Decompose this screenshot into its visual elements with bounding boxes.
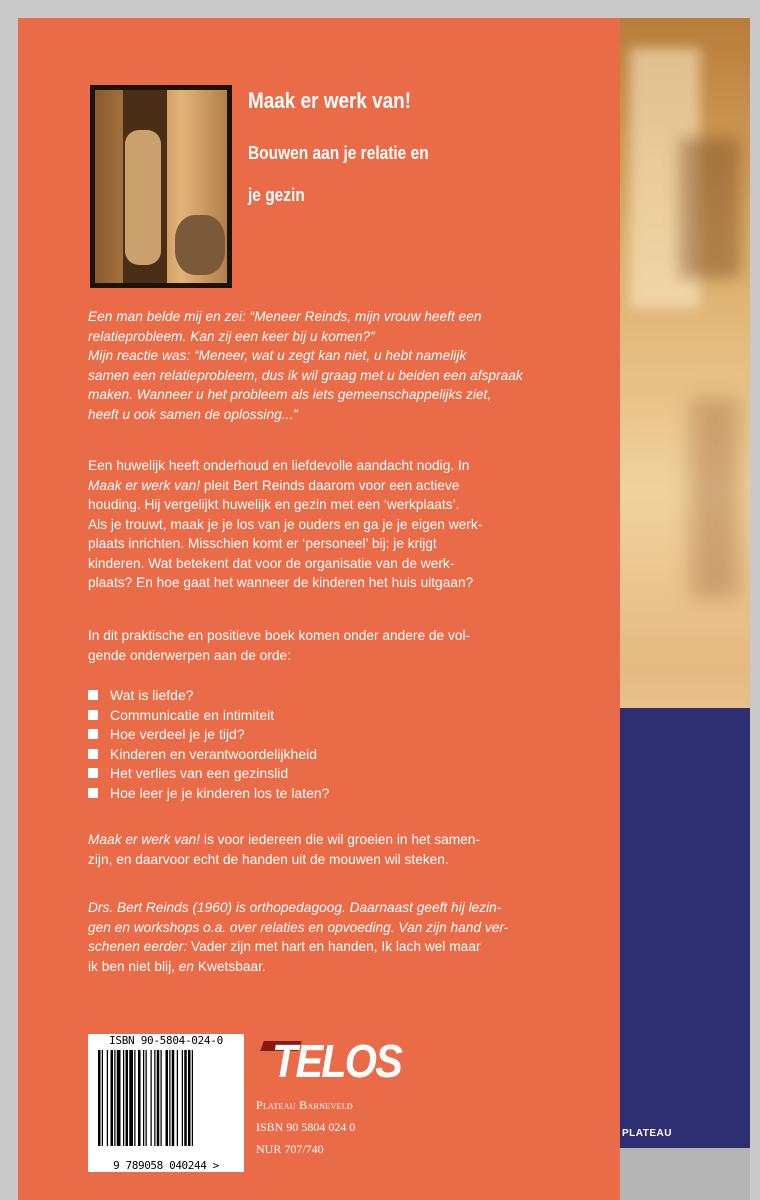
spine-blue-band (620, 708, 750, 1148)
list-item: Communicatie en intimiteit (88, 706, 329, 726)
barcode-bars (98, 1050, 240, 1156)
spine-bottom (620, 1148, 750, 1200)
publisher-logo (262, 1035, 437, 1087)
topics-intro: In dit praktische en positieve boek komen onder andere de vol- gende onderwerpen aan de orde: (88, 627, 471, 663)
barcode-number: 9 789058 040244 > (88, 1159, 244, 1172)
bullet-icon (88, 768, 98, 778)
book-title: Maak er werk van! (248, 88, 412, 113)
cover-photo (90, 85, 232, 288)
publisher-isbn: ISBN 90 5804 024 0 (256, 1120, 356, 1134)
spine-publisher-label: PLATEAU (622, 1128, 672, 1139)
logo-text: TELOS (272, 1035, 402, 1087)
topics-list (88, 686, 329, 803)
list-item: Het verlies van een gezinslid (88, 764, 329, 784)
publisher-name: Plateau Barneveld (256, 1098, 353, 1112)
list-item: Kinderen en verantwoordelijkheid (88, 745, 329, 765)
barcode-isbn: ISBN 90-5804-024-0 (109, 1034, 223, 1047)
bullet-icon (88, 710, 98, 720)
book-subtitle: Bouwen aan je relatie en je gezin (248, 143, 429, 205)
bullet-icon (88, 729, 98, 739)
bullet-icon (88, 788, 98, 798)
list-item: Wat is liefde? (88, 686, 329, 706)
barcode (88, 1034, 244, 1170)
author-bio: Drs. Bert Reinds (1960) is orthopedagoog. Daarnaast geeft hij lezin- gen en workshops o.a. over relaties en opvoeding. Van zijn hand ver- schenen eerder: Vader zijn met hart en handen, Ik lach wel maar ik ben niet blij, en Kwetsbaar. (88, 899, 509, 974)
list-item: Hoe leer je je kinderen los te laten? (88, 784, 329, 804)
bullet-icon (88, 690, 98, 700)
publisher-nur: NUR 707/740 (256, 1142, 324, 1156)
bullet-icon (88, 749, 98, 759)
publisher-info (256, 1094, 355, 1160)
opening-quote: Een man belde mij en zei: “Meneer Reinds, mijn vrouw heeft een relatieprobleem. Kan zij een keer bij u komen?” Mijn reactie was: “Meneer, wat u zegt kan niet, u hebt namelijk samen een relatieprobleem, dus ik wil graag met u beiden een afspraak maken. Wanneer u het probleem als iets gemeenschappelijks ziet, heeft u ook samen de oplossing...” (88, 308, 523, 422)
closing-paragraph: Maak er werk van! is voor iedereen die wil groeien in het samen- zijn, en daarvoor echt de handen uit de mouwen wil steken. (88, 831, 480, 867)
list-item: Hoe verdeel je je tijd? (88, 725, 329, 745)
description-paragraph: Een huwelijk heeft onderhoud en liefdevolle aandacht nodig. In Maak er werk van! pleit Bert Reinds daarom voor een actieve houding. Hij vergelijkt huwelijk en gezin met een ‘werkplaats’. Als je trouwt, maak je je los van je ouders en ga je je eigen werk- plaats inrichten. Misschien komt er ‘personeel’ bij: je krijgt kinderen. Wat betekent dat voor de organisatie van de werk- plaats? En hoe gaat het wanneer de kinderen het huis uitgaan? (88, 457, 483, 590)
